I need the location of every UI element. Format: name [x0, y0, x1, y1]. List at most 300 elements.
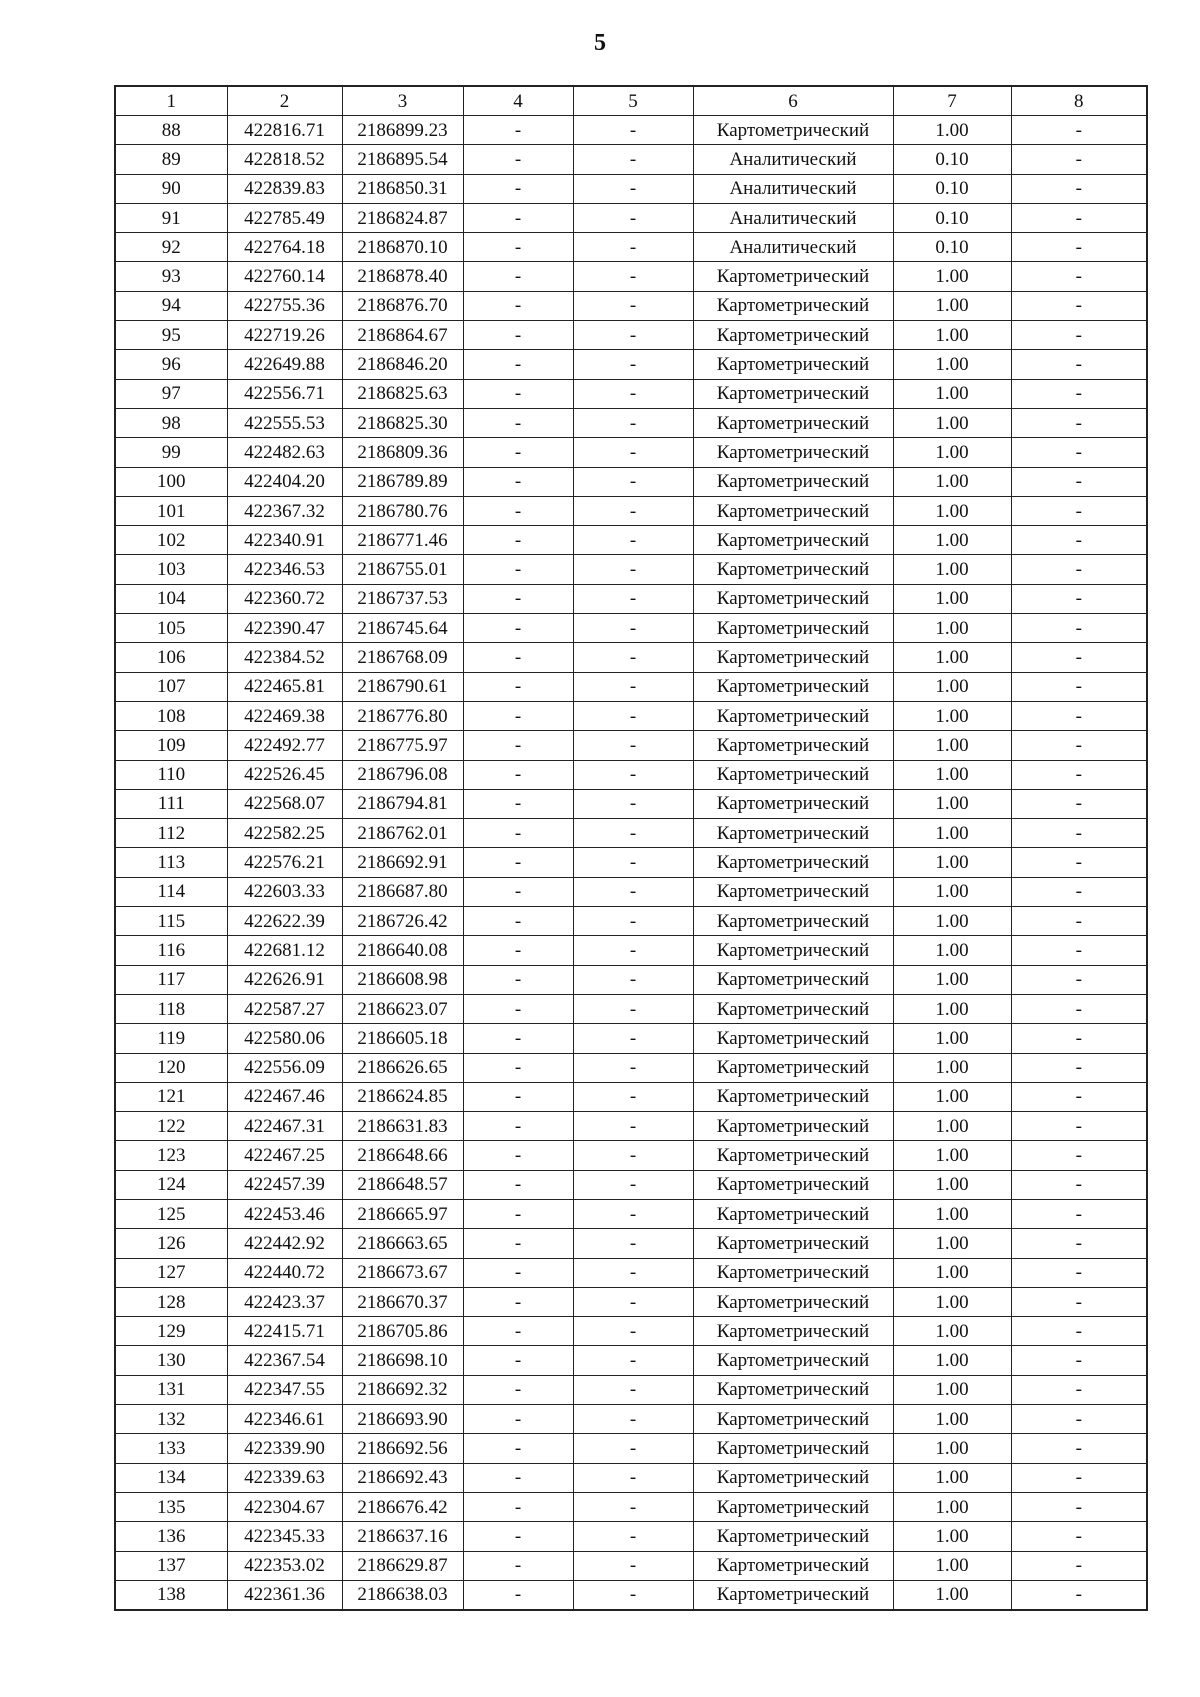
coord-y-cell: 2186687.80: [342, 877, 463, 906]
col-5-cell: -: [573, 1317, 693, 1346]
table-row: [115, 1199, 1147, 1228]
coord-x-cell: 422467.46: [227, 1082, 342, 1111]
point-number-cell: 127: [115, 1258, 227, 1287]
col-4-cell: -: [463, 789, 573, 818]
col-8-cell: -: [1011, 1199, 1147, 1228]
point-number-cell: 123: [115, 1141, 227, 1170]
method-cell: Картометрический: [693, 1346, 893, 1375]
point-number-cell: 104: [115, 584, 227, 613]
table-row: [115, 701, 1147, 730]
col-8-cell: -: [1011, 877, 1147, 906]
col-4-cell: -: [463, 291, 573, 320]
col-4-cell: -: [463, 174, 573, 203]
column-header-1: 1: [115, 86, 227, 116]
coord-y-cell: 2186670.37: [342, 1287, 463, 1316]
table-row: [115, 907, 1147, 936]
col-8-cell: -: [1011, 672, 1147, 701]
method-cell: Картометрический: [693, 1463, 893, 1492]
col-5-cell: -: [573, 145, 693, 174]
col-8-cell: -: [1011, 116, 1147, 145]
accuracy-cell: 1.00: [893, 877, 1011, 906]
method-cell: Картометрический: [693, 496, 893, 525]
col-4-cell: -: [463, 819, 573, 848]
method-cell: Картометрический: [693, 614, 893, 643]
coord-y-cell: 2186692.91: [342, 848, 463, 877]
col-5-cell: -: [573, 555, 693, 584]
col-8-cell: -: [1011, 1053, 1147, 1082]
col-8-cell: -: [1011, 819, 1147, 848]
coordinates-table: [114, 85, 1148, 1611]
col-4-cell: -: [463, 1346, 573, 1375]
coord-x-cell: 422818.52: [227, 145, 342, 174]
column-header-5: 5: [573, 86, 693, 116]
coord-x-cell: 422839.83: [227, 174, 342, 203]
col-8-cell: -: [1011, 1287, 1147, 1316]
col-5-cell: -: [573, 233, 693, 262]
col-5-cell: -: [573, 1434, 693, 1463]
col-5-cell: -: [573, 584, 693, 613]
coord-y-cell: 2186726.42: [342, 907, 463, 936]
table-row: [115, 1522, 1147, 1551]
accuracy-cell: 0.10: [893, 174, 1011, 203]
accuracy-cell: 1.00: [893, 321, 1011, 350]
coord-y-cell: 2186796.08: [342, 760, 463, 789]
point-number-cell: 121: [115, 1082, 227, 1111]
coord-y-cell: 2186850.31: [342, 174, 463, 203]
point-number-cell: 126: [115, 1229, 227, 1258]
coord-x-cell: 422346.61: [227, 1405, 342, 1434]
table-row: [115, 203, 1147, 232]
method-cell: Картометрический: [693, 438, 893, 467]
col-5-cell: -: [573, 1492, 693, 1521]
col-5-cell: -: [573, 1170, 693, 1199]
accuracy-cell: 1.00: [893, 1287, 1011, 1316]
col-8-cell: -: [1011, 643, 1147, 672]
col-4-cell: -: [463, 1317, 573, 1346]
coord-x-cell: 422649.88: [227, 350, 342, 379]
coord-x-cell: 422339.90: [227, 1434, 342, 1463]
col-5-cell: -: [573, 1141, 693, 1170]
col-4-cell: -: [463, 526, 573, 555]
column-header-8: 8: [1011, 86, 1147, 116]
col-5-cell: -: [573, 877, 693, 906]
point-number-cell: 100: [115, 467, 227, 496]
col-8-cell: -: [1011, 291, 1147, 320]
point-number-cell: 103: [115, 555, 227, 584]
coord-x-cell: 422760.14: [227, 262, 342, 291]
coord-y-cell: 2186693.90: [342, 1405, 463, 1434]
col-4-cell: -: [463, 1405, 573, 1434]
coord-x-cell: 422492.77: [227, 731, 342, 760]
table-row: [115, 994, 1147, 1023]
accuracy-cell: 1.00: [893, 848, 1011, 877]
table-row: [115, 262, 1147, 291]
point-number-cell: 96: [115, 350, 227, 379]
accuracy-cell: 1.00: [893, 731, 1011, 760]
point-number-cell: 91: [115, 203, 227, 232]
table-row: [115, 877, 1147, 906]
accuracy-cell: 1.00: [893, 614, 1011, 643]
col-8-cell: -: [1011, 1375, 1147, 1404]
point-number-cell: 110: [115, 760, 227, 789]
coord-y-cell: 2186899.23: [342, 116, 463, 145]
accuracy-cell: 1.00: [893, 1170, 1011, 1199]
method-cell: Картометрический: [693, 526, 893, 555]
col-5-cell: -: [573, 1580, 693, 1610]
table-row: [115, 379, 1147, 408]
coord-y-cell: 2186676.42: [342, 1492, 463, 1521]
col-8-cell: -: [1011, 467, 1147, 496]
accuracy-cell: 1.00: [893, 672, 1011, 701]
table-row: [115, 145, 1147, 174]
accuracy-cell: 1.00: [893, 760, 1011, 789]
col-4-cell: -: [463, 1141, 573, 1170]
col-4-cell: -: [463, 233, 573, 262]
table-row: [115, 467, 1147, 496]
coord-x-cell: 422360.72: [227, 584, 342, 613]
point-number-cell: 138: [115, 1580, 227, 1610]
col-5-cell: -: [573, 496, 693, 525]
coord-x-cell: 422555.53: [227, 408, 342, 437]
coord-x-cell: 422340.91: [227, 526, 342, 555]
page-number: 5: [594, 30, 606, 56]
table-row: [115, 174, 1147, 203]
point-number-cell: 120: [115, 1053, 227, 1082]
coord-x-cell: 422423.37: [227, 1287, 342, 1316]
coord-y-cell: 2186794.81: [342, 789, 463, 818]
col-5-cell: -: [573, 1287, 693, 1316]
table-row: [115, 643, 1147, 672]
column-header-4: 4: [463, 86, 573, 116]
table-row: [115, 1287, 1147, 1316]
coord-y-cell: 2186631.83: [342, 1112, 463, 1141]
method-cell: Картометрический: [693, 116, 893, 145]
accuracy-cell: 1.00: [893, 408, 1011, 437]
col-4-cell: -: [463, 1434, 573, 1463]
accuracy-cell: 1.00: [893, 1463, 1011, 1492]
col-4-cell: -: [463, 848, 573, 877]
method-cell: Картометрический: [693, 760, 893, 789]
coord-y-cell: 2186876.70: [342, 291, 463, 320]
table-row: [115, 1024, 1147, 1053]
method-cell: Картометрический: [693, 1053, 893, 1082]
coord-x-cell: 422453.46: [227, 1199, 342, 1228]
accuracy-cell: 1.00: [893, 994, 1011, 1023]
col-8-cell: -: [1011, 965, 1147, 994]
coord-x-cell: 422576.21: [227, 848, 342, 877]
method-cell: Картометрический: [693, 1141, 893, 1170]
accuracy-cell: 1.00: [893, 379, 1011, 408]
coord-y-cell: 2186648.66: [342, 1141, 463, 1170]
point-number-cell: 102: [115, 526, 227, 555]
col-5-cell: -: [573, 760, 693, 789]
col-4-cell: -: [463, 408, 573, 437]
method-cell: Картометрический: [693, 819, 893, 848]
method-cell: Картометрический: [693, 1551, 893, 1580]
accuracy-cell: 1.00: [893, 1141, 1011, 1170]
col-8-cell: -: [1011, 1434, 1147, 1463]
coord-y-cell: 2186605.18: [342, 1024, 463, 1053]
table-row: [115, 965, 1147, 994]
col-5-cell: -: [573, 994, 693, 1023]
point-number-cell: 88: [115, 116, 227, 145]
coord-x-cell: 422404.20: [227, 467, 342, 496]
coord-y-cell: 2186637.16: [342, 1522, 463, 1551]
col-5-cell: -: [573, 789, 693, 818]
method-cell: Картометрический: [693, 643, 893, 672]
col-8-cell: -: [1011, 233, 1147, 262]
method-cell: Аналитический: [693, 203, 893, 232]
point-number-cell: 99: [115, 438, 227, 467]
table-row: [115, 848, 1147, 877]
method-cell: Картометрический: [693, 321, 893, 350]
table-row: [115, 760, 1147, 789]
col-8-cell: -: [1011, 1580, 1147, 1610]
coord-x-cell: 422556.09: [227, 1053, 342, 1082]
table-row: [115, 1317, 1147, 1346]
accuracy-cell: 1.00: [893, 555, 1011, 584]
col-4-cell: -: [463, 116, 573, 145]
col-4-cell: -: [463, 496, 573, 525]
table-row: [115, 555, 1147, 584]
col-4-cell: -: [463, 555, 573, 584]
accuracy-cell: 0.10: [893, 145, 1011, 174]
point-number-cell: 90: [115, 174, 227, 203]
col-4-cell: -: [463, 350, 573, 379]
accuracy-cell: 1.00: [893, 907, 1011, 936]
col-8-cell: -: [1011, 262, 1147, 291]
accuracy-cell: 1.00: [893, 936, 1011, 965]
col-5-cell: -: [573, 350, 693, 379]
table-row: [115, 350, 1147, 379]
accuracy-cell: 1.00: [893, 1053, 1011, 1082]
method-cell: Картометрический: [693, 350, 893, 379]
method-cell: Картометрический: [693, 731, 893, 760]
col-8-cell: -: [1011, 526, 1147, 555]
col-4-cell: -: [463, 1053, 573, 1082]
col-8-cell: -: [1011, 614, 1147, 643]
col-8-cell: -: [1011, 350, 1147, 379]
col-5-cell: -: [573, 819, 693, 848]
coord-x-cell: 422582.25: [227, 819, 342, 848]
table-row: [115, 1375, 1147, 1404]
col-5-cell: -: [573, 467, 693, 496]
col-5-cell: -: [573, 907, 693, 936]
accuracy-cell: 1.00: [893, 701, 1011, 730]
col-4-cell: -: [463, 1170, 573, 1199]
method-cell: Картометрический: [693, 584, 893, 613]
table-row: [115, 936, 1147, 965]
coord-x-cell: 422719.26: [227, 321, 342, 350]
point-number-cell: 95: [115, 321, 227, 350]
col-5-cell: -: [573, 1024, 693, 1053]
col-5-cell: -: [573, 614, 693, 643]
table-row: [115, 291, 1147, 320]
table-row: [115, 1112, 1147, 1141]
coord-y-cell: 2186663.65: [342, 1229, 463, 1258]
col-5-cell: -: [573, 526, 693, 555]
col-4-cell: -: [463, 672, 573, 701]
coord-y-cell: 2186762.01: [342, 819, 463, 848]
table-row: [115, 731, 1147, 760]
coord-x-cell: 422556.71: [227, 379, 342, 408]
coord-x-cell: 422415.71: [227, 1317, 342, 1346]
coord-y-cell: 2186640.08: [342, 936, 463, 965]
table-row: [115, 1082, 1147, 1111]
accuracy-cell: 1.00: [893, 291, 1011, 320]
method-cell: Картометрический: [693, 1434, 893, 1463]
col-8-cell: -: [1011, 1317, 1147, 1346]
col-4-cell: -: [463, 1287, 573, 1316]
col-4-cell: -: [463, 1551, 573, 1580]
coord-x-cell: 422681.12: [227, 936, 342, 965]
col-5-cell: -: [573, 672, 693, 701]
col-4-cell: -: [463, 438, 573, 467]
col-4-cell: -: [463, 145, 573, 174]
point-number-cell: 132: [115, 1405, 227, 1434]
accuracy-cell: 1.00: [893, 584, 1011, 613]
coord-x-cell: 422304.67: [227, 1492, 342, 1521]
coord-x-cell: 422587.27: [227, 994, 342, 1023]
table-row: [115, 1580, 1147, 1610]
coord-y-cell: 2186809.36: [342, 438, 463, 467]
coord-y-cell: 2186692.32: [342, 1375, 463, 1404]
table-row: [115, 1434, 1147, 1463]
col-4-cell: -: [463, 994, 573, 1023]
coord-x-cell: 422526.45: [227, 760, 342, 789]
table-row: [115, 1492, 1147, 1521]
point-number-cell: 112: [115, 819, 227, 848]
accuracy-cell: 1.00: [893, 1024, 1011, 1053]
method-cell: Картометрический: [693, 936, 893, 965]
accuracy-cell: 1.00: [893, 1522, 1011, 1551]
col-5-cell: -: [573, 291, 693, 320]
coord-y-cell: 2186895.54: [342, 145, 463, 174]
col-8-cell: -: [1011, 701, 1147, 730]
col-8-cell: -: [1011, 1024, 1147, 1053]
point-number-cell: 98: [115, 408, 227, 437]
col-4-cell: -: [463, 467, 573, 496]
coord-x-cell: 422568.07: [227, 789, 342, 818]
table-row: [115, 789, 1147, 818]
method-cell: Картометрический: [693, 467, 893, 496]
table-row: [115, 1229, 1147, 1258]
coord-y-cell: 2186775.97: [342, 731, 463, 760]
table-row: [115, 321, 1147, 350]
accuracy-cell: 1.00: [893, 965, 1011, 994]
coord-y-cell: 2186638.03: [342, 1580, 463, 1610]
method-cell: Картометрический: [693, 408, 893, 437]
col-4-cell: -: [463, 760, 573, 789]
col-4-cell: -: [463, 1580, 573, 1610]
table-row: [115, 1346, 1147, 1375]
coord-x-cell: 422467.25: [227, 1141, 342, 1170]
col-8-cell: -: [1011, 760, 1147, 789]
col-4-cell: -: [463, 936, 573, 965]
col-8-cell: -: [1011, 848, 1147, 877]
table-row: [115, 672, 1147, 701]
coord-y-cell: 2186870.10: [342, 233, 463, 262]
coord-y-cell: 2186825.30: [342, 408, 463, 437]
method-cell: Картометрический: [693, 672, 893, 701]
coord-x-cell: 422785.49: [227, 203, 342, 232]
col-8-cell: -: [1011, 1492, 1147, 1521]
method-cell: Картометрический: [693, 1199, 893, 1228]
coord-x-cell: 422467.31: [227, 1112, 342, 1141]
coord-x-cell: 422622.39: [227, 907, 342, 936]
col-4-cell: -: [463, 1082, 573, 1111]
table-row: [115, 496, 1147, 525]
method-cell: Картометрический: [693, 379, 893, 408]
accuracy-cell: 1.00: [893, 1258, 1011, 1287]
coord-y-cell: 2186755.01: [342, 555, 463, 584]
col-5-cell: -: [573, 1258, 693, 1287]
col-8-cell: -: [1011, 203, 1147, 232]
coord-x-cell: 422390.47: [227, 614, 342, 643]
point-number-cell: 125: [115, 1199, 227, 1228]
table-row: [115, 526, 1147, 555]
col-4-cell: -: [463, 262, 573, 291]
coord-x-cell: 422465.81: [227, 672, 342, 701]
method-cell: Картометрический: [693, 1287, 893, 1316]
accuracy-cell: 1.00: [893, 1112, 1011, 1141]
coord-y-cell: 2186776.80: [342, 701, 463, 730]
col-5-cell: -: [573, 1522, 693, 1551]
point-number-cell: 117: [115, 965, 227, 994]
col-4-cell: -: [463, 877, 573, 906]
col-8-cell: -: [1011, 408, 1147, 437]
coord-x-cell: 422626.91: [227, 965, 342, 994]
point-number-cell: 122: [115, 1112, 227, 1141]
col-4-cell: -: [463, 321, 573, 350]
coord-x-cell: 422440.72: [227, 1258, 342, 1287]
col-5-cell: -: [573, 1375, 693, 1404]
coord-x-cell: 422469.38: [227, 701, 342, 730]
method-cell: Аналитический: [693, 174, 893, 203]
col-4-cell: -: [463, 614, 573, 643]
method-cell: Картометрический: [693, 907, 893, 936]
method-cell: Картометрический: [693, 262, 893, 291]
point-number-cell: 119: [115, 1024, 227, 1053]
point-number-cell: 136: [115, 1522, 227, 1551]
col-8-cell: -: [1011, 1346, 1147, 1375]
point-number-cell: 115: [115, 907, 227, 936]
coord-y-cell: 2186705.86: [342, 1317, 463, 1346]
coord-y-cell: 2186692.56: [342, 1434, 463, 1463]
method-cell: Картометрический: [693, 1170, 893, 1199]
col-8-cell: -: [1011, 321, 1147, 350]
accuracy-cell: 1.00: [893, 262, 1011, 291]
coord-x-cell: 422345.33: [227, 1522, 342, 1551]
table-body: [115, 116, 1147, 1611]
coord-y-cell: 2186608.98: [342, 965, 463, 994]
coord-x-cell: 422347.55: [227, 1375, 342, 1404]
coord-x-cell: 422367.54: [227, 1346, 342, 1375]
col-4-cell: -: [463, 965, 573, 994]
coord-x-cell: 422367.32: [227, 496, 342, 525]
col-4-cell: -: [463, 1112, 573, 1141]
coord-x-cell: 422457.39: [227, 1170, 342, 1199]
table-row: [115, 233, 1147, 262]
col-8-cell: -: [1011, 1229, 1147, 1258]
coord-y-cell: 2186624.85: [342, 1082, 463, 1111]
coord-y-cell: 2186623.07: [342, 994, 463, 1023]
coord-y-cell: 2186825.63: [342, 379, 463, 408]
method-cell: Картометрический: [693, 701, 893, 730]
col-5-cell: -: [573, 643, 693, 672]
col-5-cell: -: [573, 203, 693, 232]
col-8-cell: -: [1011, 1405, 1147, 1434]
